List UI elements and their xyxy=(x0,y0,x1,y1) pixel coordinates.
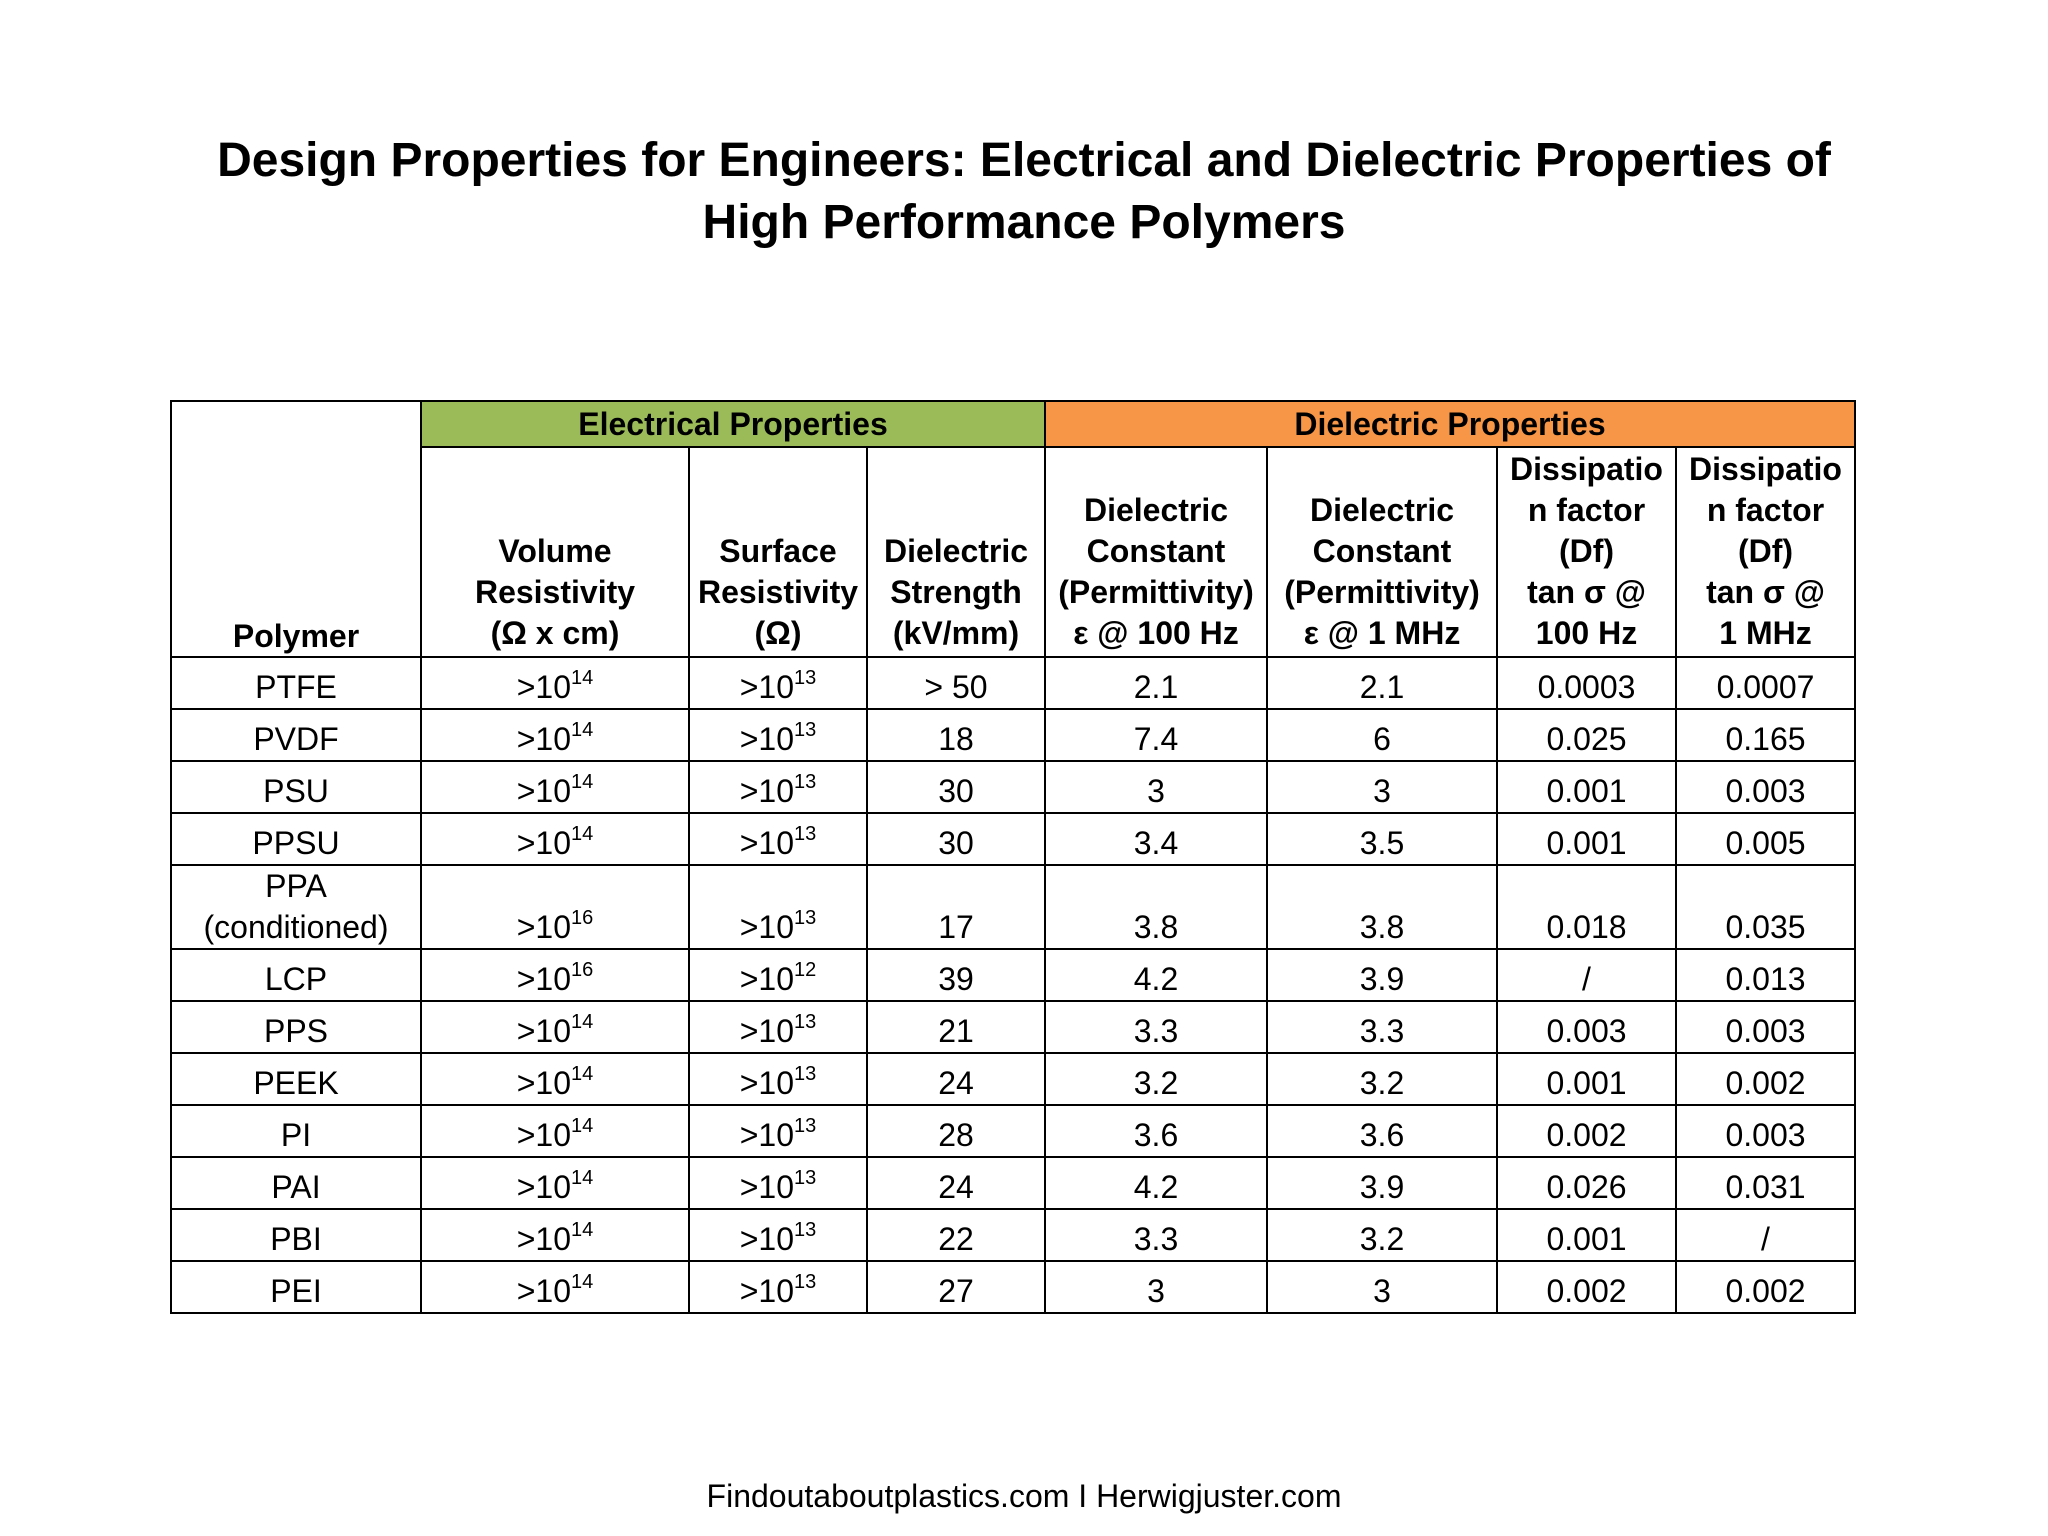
volume-resistivity-base: >10 xyxy=(516,1117,572,1153)
dielectric-strength-cell: 30 xyxy=(867,813,1045,865)
surface-resistivity-cell xyxy=(689,1209,867,1261)
column-header-row xyxy=(171,447,1855,657)
surface-resistivity-cell xyxy=(689,761,867,813)
volume-resistivity-exponent: 14 xyxy=(571,823,594,846)
volume-resistivity-exponent: 14 xyxy=(571,1271,594,1294)
surface-resistivity-cell xyxy=(689,1001,867,1053)
dielectric-strength-cell: 17 xyxy=(867,865,1045,949)
table-row xyxy=(171,761,1855,813)
surface-resistivity-exponent: 13 xyxy=(794,1219,817,1242)
dissipation-factor-1mhz-cell: 0.002 xyxy=(1676,1261,1855,1313)
dielectric-constant-1mhz-cell: 3.9 xyxy=(1267,1157,1497,1209)
surface-resistivity-exponent: 13 xyxy=(794,771,817,794)
page-title xyxy=(0,130,2048,254)
surface-resistivity-exponent: 13 xyxy=(794,1011,817,1034)
dielectric-constant-1mhz-cell: 3.2 xyxy=(1267,1209,1497,1261)
surface-resistivity-base: >10 xyxy=(739,1065,795,1101)
title-line-1: Design Properties for Engineers: Electrical and Dielectric Properties of xyxy=(217,134,1831,187)
volume-resistivity-base: >10 xyxy=(516,1169,572,1205)
dielectric-strength-cell: 39 xyxy=(867,949,1045,1001)
dissipation-factor-1mhz-cell: 0.035 xyxy=(1676,865,1855,949)
surface-resistivity-exponent: 13 xyxy=(794,1271,817,1294)
dielectric-constant-100hz-cell: 3.3 xyxy=(1045,1209,1267,1261)
properties-table xyxy=(170,400,1856,1314)
polymer-cell: PEI xyxy=(171,1261,421,1313)
volume-resistivity-base: >10 xyxy=(516,909,572,945)
surface-resistivity-exponent: 12 xyxy=(794,959,817,982)
dielectric-constant-100hz-cell: 3.3 xyxy=(1045,1001,1267,1053)
volume-resistivity-base: >10 xyxy=(516,773,572,809)
polymer-column-header: Polymer xyxy=(171,401,421,657)
surface-resistivity-exponent: 13 xyxy=(794,907,817,930)
volume-resistivity-exponent: 14 xyxy=(571,1011,594,1034)
volume-resistivity-exponent: 14 xyxy=(571,1115,594,1138)
surface-resistivity-exponent: 13 xyxy=(794,1063,817,1086)
polymer-cell: PPA (conditioned) xyxy=(171,865,421,949)
dissipation-factor-1mhz-cell: 0.165 xyxy=(1676,709,1855,761)
polymer-cell: PTFE xyxy=(171,657,421,709)
surface-resistivity-exponent: 13 xyxy=(794,823,817,846)
dielectric-constant-100hz-cell: 4.2 xyxy=(1045,1157,1267,1209)
volume-resistivity-header: Volume Resistivity (Ω x cm) xyxy=(421,447,689,657)
table-row xyxy=(171,709,1855,761)
dielectric-constant-1mhz-cell: 2.1 xyxy=(1267,657,1497,709)
dissipation-factor-100hz-cell: 0.018 xyxy=(1497,865,1676,949)
volume-resistivity-cell xyxy=(421,761,689,813)
volume-resistivity-exponent: 16 xyxy=(571,907,594,930)
surface-resistivity-base: >10 xyxy=(739,961,795,997)
surface-resistivity-base: >10 xyxy=(739,909,795,945)
surface-resistivity-header: Surface Resistivity (Ω) xyxy=(689,447,867,657)
dissipation-factor-100hz-cell: 0.003 xyxy=(1497,1001,1676,1053)
footer-credit: Findoutaboutplastics.com I Herwigjuster.com xyxy=(706,1478,1342,1514)
polymer-cell: PBI xyxy=(171,1209,421,1261)
volume-resistivity-base: >10 xyxy=(516,1221,572,1257)
dielectric-strength-cell: 27 xyxy=(867,1261,1045,1313)
polymer-cell: PVDF xyxy=(171,709,421,761)
dissipation-factor-100hz-cell: 0.001 xyxy=(1497,813,1676,865)
dielectric-properties-group: Dielectric Properties xyxy=(1045,401,1855,447)
volume-resistivity-exponent: 14 xyxy=(571,719,594,742)
dielectric-strength-cell: 24 xyxy=(867,1157,1045,1209)
surface-resistivity-exponent: 13 xyxy=(794,1115,817,1138)
dielectric-constant-1mhz-cell: 3.8 xyxy=(1267,865,1497,949)
dielectric-constant-100hz-cell: 3.4 xyxy=(1045,813,1267,865)
group-header-row xyxy=(171,401,1855,447)
volume-resistivity-cell xyxy=(421,949,689,1001)
surface-resistivity-base: >10 xyxy=(739,1169,795,1205)
volume-resistivity-cell xyxy=(421,1209,689,1261)
dielectric-constant-100hz-cell: 7.4 xyxy=(1045,709,1267,761)
table-row xyxy=(171,1001,1855,1053)
electrical-properties-group: Electrical Properties xyxy=(421,401,1045,447)
dissipation-factor-100hz-cell: 0.001 xyxy=(1497,1209,1676,1261)
title-line-2: High Performance Polymers xyxy=(702,196,1346,249)
dielectric-constant-100hz-cell: 3 xyxy=(1045,1261,1267,1313)
dielectric-constant-1mhz-header: Dielectric Constant (Permittivity) ε @ 1 MHz xyxy=(1267,447,1497,657)
dielectric-strength-cell: 28 xyxy=(867,1105,1045,1157)
dissipation-factor-1mhz-cell: 0.003 xyxy=(1676,1001,1855,1053)
dissipation-factor-1mhz-header: Dissipatio n factor (Df) tan σ @ 1 MHz xyxy=(1676,447,1855,657)
volume-resistivity-exponent: 14 xyxy=(571,667,594,690)
polymer-cell: PI xyxy=(171,1105,421,1157)
volume-resistivity-cell xyxy=(421,813,689,865)
table-row xyxy=(171,949,1855,1001)
surface-resistivity-cell xyxy=(689,1157,867,1209)
dielectric-constant-100hz-header: Dielectric Constant (Permittivity) ε @ 100 Hz xyxy=(1045,447,1267,657)
table-row xyxy=(171,1209,1855,1261)
dielectric-constant-1mhz-cell: 3.6 xyxy=(1267,1105,1497,1157)
surface-resistivity-base: >10 xyxy=(739,825,795,861)
surface-resistivity-base: >10 xyxy=(739,721,795,757)
table-row xyxy=(171,813,1855,865)
polymer-cell: LCP xyxy=(171,949,421,1001)
volume-resistivity-base: >10 xyxy=(516,721,572,757)
surface-resistivity-exponent: 13 xyxy=(794,1167,817,1190)
surface-resistivity-cell xyxy=(689,657,867,709)
dielectric-constant-1mhz-cell: 3.5 xyxy=(1267,813,1497,865)
dissipation-factor-100hz-header: Dissipatio n factor (Df) tan σ @ 100 Hz xyxy=(1497,447,1676,657)
dissipation-factor-1mhz-cell: 0.031 xyxy=(1676,1157,1855,1209)
surface-resistivity-cell xyxy=(689,1105,867,1157)
dissipation-factor-1mhz-cell: 0.0007 xyxy=(1676,657,1855,709)
dielectric-constant-1mhz-cell: 3 xyxy=(1267,1261,1497,1313)
dielectric-constant-100hz-cell: 2.1 xyxy=(1045,657,1267,709)
dissipation-factor-100hz-cell: 0.0003 xyxy=(1497,657,1676,709)
volume-resistivity-base: >10 xyxy=(516,1013,572,1049)
polymer-cell: PSU xyxy=(171,761,421,813)
dissipation-factor-1mhz-cell: 0.003 xyxy=(1676,761,1855,813)
dielectric-strength-cell: 18 xyxy=(867,709,1045,761)
volume-resistivity-base: >10 xyxy=(516,1065,572,1101)
surface-resistivity-base: >10 xyxy=(739,1117,795,1153)
table-row xyxy=(171,865,1855,949)
dissipation-factor-100hz-cell: / xyxy=(1497,949,1676,1001)
volume-resistivity-exponent: 14 xyxy=(571,771,594,794)
volume-resistivity-exponent: 14 xyxy=(571,1167,594,1190)
table-row xyxy=(171,1105,1855,1157)
surface-resistivity-cell xyxy=(689,1261,867,1313)
table-header xyxy=(171,401,1855,657)
dissipation-factor-1mhz-cell: 0.002 xyxy=(1676,1053,1855,1105)
dissipation-factor-1mhz-cell: 0.013 xyxy=(1676,949,1855,1001)
dielectric-constant-1mhz-cell: 3.2 xyxy=(1267,1053,1497,1105)
volume-resistivity-cell xyxy=(421,657,689,709)
volume-resistivity-cell xyxy=(421,1105,689,1157)
dielectric-constant-1mhz-cell: 3.3 xyxy=(1267,1001,1497,1053)
dielectric-strength-cell: 24 xyxy=(867,1053,1045,1105)
surface-resistivity-base: >10 xyxy=(739,669,795,705)
surface-resistivity-base: >10 xyxy=(739,773,795,809)
polymer-cell: PPSU xyxy=(171,813,421,865)
volume-resistivity-exponent: 14 xyxy=(571,1219,594,1242)
table-row xyxy=(171,1053,1855,1105)
dissipation-factor-100hz-cell: 0.026 xyxy=(1497,1157,1676,1209)
surface-resistivity-base: >10 xyxy=(739,1221,795,1257)
volume-resistivity-base: >10 xyxy=(516,669,572,705)
dissipation-factor-100hz-cell: 0.002 xyxy=(1497,1261,1676,1313)
volume-resistivity-base: >10 xyxy=(516,961,572,997)
volume-resistivity-cell xyxy=(421,1001,689,1053)
volume-resistivity-cell xyxy=(421,1261,689,1313)
dissipation-factor-100hz-cell: 0.025 xyxy=(1497,709,1676,761)
dissipation-factor-100hz-cell: 0.001 xyxy=(1497,761,1676,813)
dissipation-factor-1mhz-cell: / xyxy=(1676,1209,1855,1261)
volume-resistivity-cell xyxy=(421,709,689,761)
volume-resistivity-cell xyxy=(421,865,689,949)
table-body xyxy=(171,657,1855,1313)
dielectric-constant-100hz-cell: 3.6 xyxy=(1045,1105,1267,1157)
dissipation-factor-1mhz-cell: 0.003 xyxy=(1676,1105,1855,1157)
table-row xyxy=(171,657,1855,709)
surface-resistivity-exponent: 13 xyxy=(794,667,817,690)
dissipation-factor-100hz-cell: 0.001 xyxy=(1497,1053,1676,1105)
dielectric-strength-cell: 21 xyxy=(867,1001,1045,1053)
dissipation-factor-100hz-cell: 0.002 xyxy=(1497,1105,1676,1157)
dielectric-constant-1mhz-cell: 6 xyxy=(1267,709,1497,761)
volume-resistivity-base: >10 xyxy=(516,1273,572,1309)
dielectric-strength-header: Dielectric Strength (kV/mm) xyxy=(867,447,1045,657)
volume-resistivity-cell xyxy=(421,1157,689,1209)
surface-resistivity-cell xyxy=(689,949,867,1001)
surface-resistivity-base: >10 xyxy=(739,1013,795,1049)
surface-resistivity-cell xyxy=(689,865,867,949)
dielectric-constant-100hz-cell: 4.2 xyxy=(1045,949,1267,1001)
dielectric-strength-cell: > 50 xyxy=(867,657,1045,709)
volume-resistivity-base: >10 xyxy=(516,825,572,861)
dissipation-factor-1mhz-cell: 0.005 xyxy=(1676,813,1855,865)
polymer-cell: PAI xyxy=(171,1157,421,1209)
dielectric-constant-1mhz-cell: 3.9 xyxy=(1267,949,1497,1001)
table-row xyxy=(171,1157,1855,1209)
dielectric-strength-cell: 22 xyxy=(867,1209,1045,1261)
surface-resistivity-cell xyxy=(689,1053,867,1105)
surface-resistivity-cell xyxy=(689,813,867,865)
dielectric-constant-100hz-cell: 3.2 xyxy=(1045,1053,1267,1105)
dielectric-constant-1mhz-cell: 3 xyxy=(1267,761,1497,813)
volume-resistivity-cell xyxy=(421,1053,689,1105)
volume-resistivity-exponent: 16 xyxy=(571,959,594,982)
dielectric-constant-100hz-cell: 3.8 xyxy=(1045,865,1267,949)
dielectric-constant-100hz-cell: 3 xyxy=(1045,761,1267,813)
surface-resistivity-exponent: 13 xyxy=(794,719,817,742)
table-row xyxy=(171,1261,1855,1313)
polymer-cell: PPS xyxy=(171,1001,421,1053)
volume-resistivity-exponent: 14 xyxy=(571,1063,594,1086)
dielectric-strength-cell: 30 xyxy=(867,761,1045,813)
surface-resistivity-cell xyxy=(689,709,867,761)
surface-resistivity-base: >10 xyxy=(739,1273,795,1309)
polymer-cell: PEEK xyxy=(171,1053,421,1105)
